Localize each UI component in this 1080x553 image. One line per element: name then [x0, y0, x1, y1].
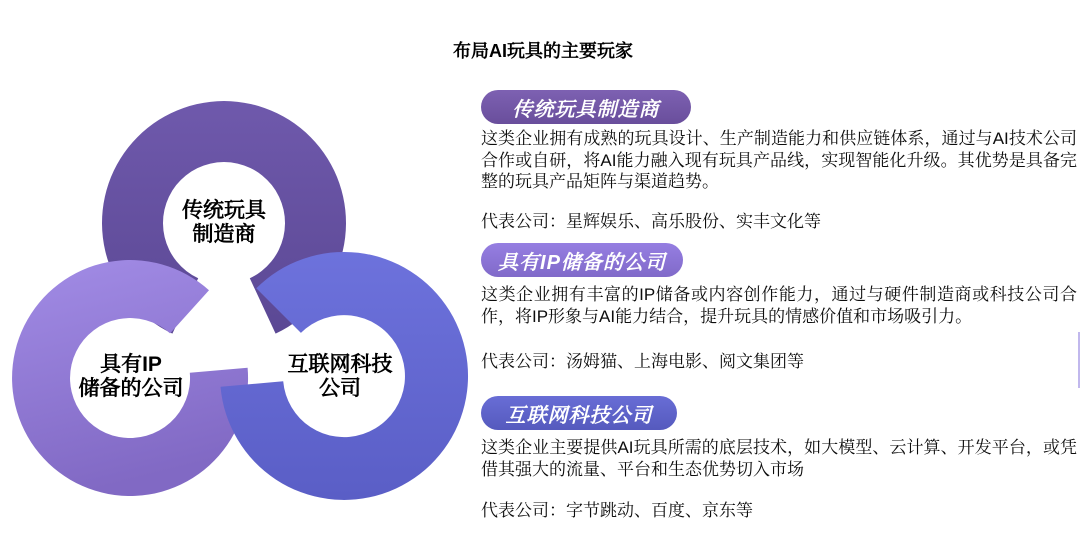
ring-label-internet-line1: 互联网科技 [287, 353, 393, 376]
section-body-internet: 这类企业主要提供AI玩具所需的底层技术，如大模型、云计算、开发平台，或凭借其强大的流量、平台和生态优势切入市场 [481, 438, 1077, 479]
section-body-traditional: 这类企业拥有成熟的玩具设计、生产制造能力和供应链体系，通过与AI技术公司合作或自研，将AI能力融入现有玩具产品线，实现智能化升级。其优势是具备完整的玩具产品矩阵与渠道趋势。 [481, 129, 1077, 191]
representative-companies-ip: 代表公司：汤姆猫、上海电影、阅文集团等 [481, 352, 804, 371]
section-body-ip: 这类企业拥有丰富的IP储备或内容创作能力，通过与硬件制造商或科技公司合作，将IP形象与AI能力结合，提升玩具的情感价值和市场吸引力。 [481, 285, 1077, 326]
venn-rings-diagram [0, 0, 480, 548]
badge-internet-tech-companies: 互联网科技公司 [481, 396, 677, 430]
ring-label-traditional-line1: 传统玩具 [182, 199, 266, 222]
ring-label-ip-line1: 具有IP [100, 353, 162, 376]
badge-ip-reserve-companies: 具有IP储备的公司 [481, 243, 683, 277]
badge-traditional-toy-manufacturers: 传统玩具制造商 [481, 90, 691, 124]
ring-label-internet-line2: 公司 [319, 377, 361, 400]
content-column [453, 0, 1075, 548]
representative-companies-traditional: 代表公司：星辉娱乐、高乐股份、实丰文化等 [481, 212, 821, 231]
page-title: 布局AI玩具的主要玩家 [453, 41, 633, 61]
rings-svg [0, 0, 480, 548]
representative-companies-internet: 代表公司：字节跳动、百度、京东等 [481, 501, 753, 520]
ring-label-traditional-line2: 制造商 [192, 223, 256, 246]
ring-label-ip-line2: 储备的公司 [78, 377, 184, 400]
